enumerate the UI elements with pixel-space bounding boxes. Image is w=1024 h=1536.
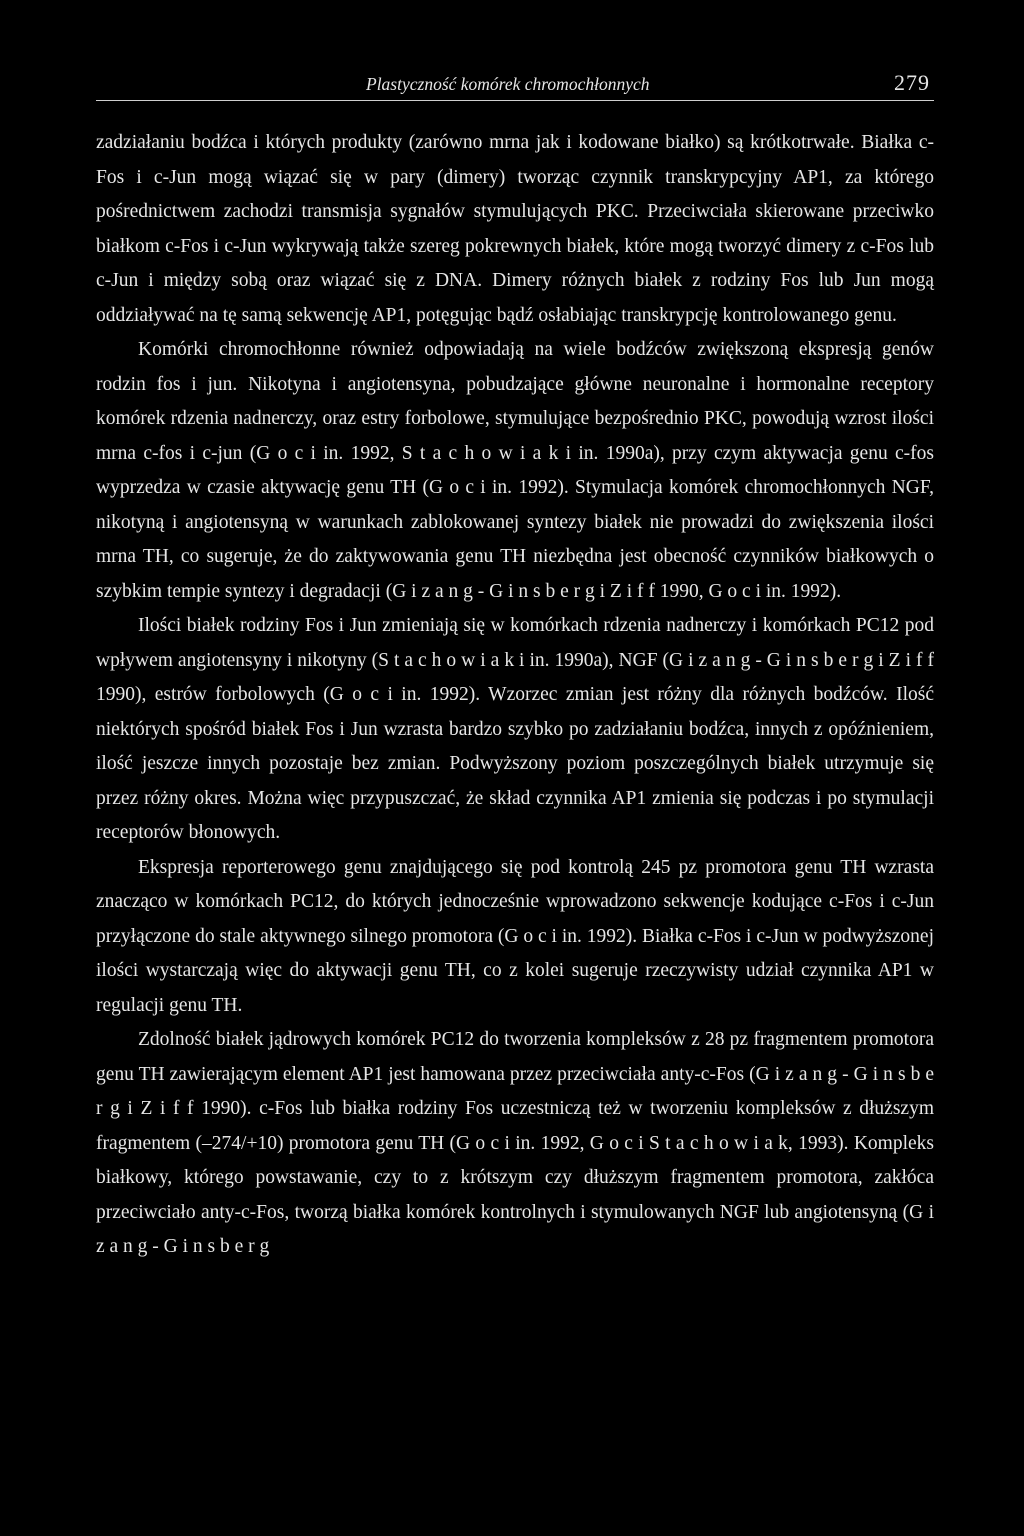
paragraph: Komórki chromochłonne również odpowiadają na wiele bodźców zwiększoną ekspresją genów rodzin fos i jun. Nikotyna i angiotensyna, pobudzające główne neuronalne i hormonalne receptory komórek rdzenia nadnerczy, oraz estry forbolowe, stymulujące bezpośrednio PKC, powodują wzrost ilości mrna c-fos i c-jun (G o c i in. 1992, S t a c h o w i a k i in. 1990a), przy czym aktywacja genu c-fos wyprzedza w czasie aktywację genu TH (G o c i in. 1992). Stymulacja komórek chromochłonnych NGF, nikotyną i angiotensyną w warunkach zablokowanej syntezy białek nie prowadzi do zwiększenia ilości mrna TH, co sugeruje, że do zaktywowania genu TH niezbędna jest obecność czynników białkowych o szybkim tempie syntezy i degradacji (G i z a n g - G i n s b e r g i Z i f f 1990, G o c i in. 1992).: [96, 339, 934, 602]
body-text: [96, 126, 934, 1265]
page-number: 279: [894, 70, 930, 95]
paragraph: Ekspresja reporterowego genu znajdującego się pod kontrolą 245 pz promotora genu TH wzrasta znacząco w komórkach PC12, do których jednocześnie wprowadzono sekwencje kodujące c-Fos i c-Jun przyłączone do stale aktywnego silnego promotora (G o c i in. 1992). Białka c-Fos i c-Jun w podwyższonej ilości wystarczają więc do aktywacji genu TH, co z kolei sugeruje rzeczywisty udział czynnika AP1 w regulacji genu TH.: [96, 856, 934, 1016]
paragraph: Zdolność białek jądrowych komórek PC12 do tworzenia kompleksów z 28 pz fragmentem promotora genu TH zawierającym element AP1 jest hamowana przez przeciwciała anty-c-Fos (G i z a n g - G i n s b e r g i Z i f f 1990). c-Fos lub białka rodziny Fos uczestniczą też w tworzeniu kompleksów z dłuższym fragmentem (–274/+10) promotora genu TH (G o c i in. 1992, G o c i S t a c h o w i a k, 1993). Kompleks białkowy, którego powstawanie, czy to z krótszym czy dłuższym fragmentem promotora, zakłóca przeciwciało anty-c-Fos, tworzą białka komórek kontrolnych i stymulowanych NGF lub angiotensyną (G i z a n g - G i n s b e r g: [96, 1029, 934, 1257]
running-title: Plastyczność komórek chromochłonnych: [366, 74, 650, 94]
paragraph: Ilości białek rodziny Fos i Jun zmieniają się w komórkach rdzenia nadnerczy i komórkach PC12 pod wpływem angiotensyny i nikotyny (S t a c h o w i a k i in. 1990a), NGF (G i z a n g - G i n s b e r g i Z i f f 1990), estrów forbolowych (G o c i in. 1992). Wzorzec zmian jest różny dla różnych bodźców. Ilość niektórych spośród białek Fos i Jun wzrasta bardzo szybko po zadziałaniu bodźca, innych z opóźnieniem, ilość jeszcze innych pozostaje bez zmian. Podwyższony poziom poszczególnych białek utrzymuje się przez różny okres. Można więc przypuszczać, że skład czynnika AP1 zmienia się podczas i po stymulacji receptorów błonowych.: [96, 615, 934, 843]
page-header: [96, 70, 934, 101]
paragraph: zadziałaniu bodźca i których produkty (zarówno mrna jak i kodowane białko) są krótkotrwałe. Białka c-Fos i c-Jun mogą wiązać się w pary (dimery) tworząc czynnik transkrypcyjny AP1, za którego pośrednictwem zachodzi transmisja sygnałów stymulujących PKC. Przeciwciała skierowane przeciwko białkom c-Fos i c-Jun wykrywają także szereg pokrewnych białek, które mogą tworzyć dimery z c-Fos lub c-Jun i między sobą oraz wiązać się z DNA. Dimery różnych białek z rodziny Fos lub Jun mogą oddziaływać na tę samą sekwencję AP1, potęgując bądź osłabiając transkrypcję kontrolowanego genu.: [96, 132, 934, 326]
